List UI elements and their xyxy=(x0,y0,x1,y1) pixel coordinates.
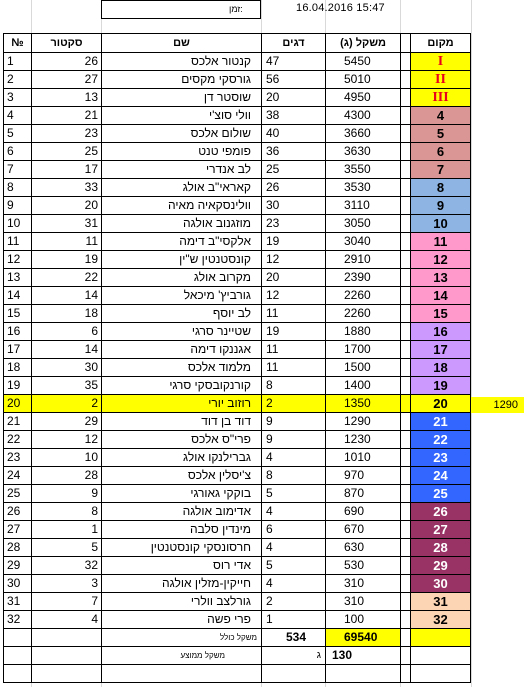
row-number: 23 xyxy=(4,449,32,467)
fish-count: 36 xyxy=(262,143,326,161)
table-row xyxy=(4,89,471,107)
row-number: 30 xyxy=(4,575,32,593)
empty-cell xyxy=(32,629,102,647)
angler-name: פרי"ס אלכס xyxy=(102,431,262,449)
total-weight: 69540 xyxy=(326,629,401,647)
table-row xyxy=(4,53,471,71)
col-name-header: שם xyxy=(102,34,262,53)
fish-count: 9 xyxy=(262,431,326,449)
table-row xyxy=(4,485,471,503)
place-cell: 10 xyxy=(411,215,471,233)
spacer-cell xyxy=(401,521,411,539)
angler-name: צ'יסלין אלכס xyxy=(102,467,262,485)
spacer-cell xyxy=(401,359,411,377)
place-cell: 27 xyxy=(411,521,471,539)
row-number: 7 xyxy=(4,161,32,179)
angler-name: חרסונסקי קונסטנטין xyxy=(102,539,262,557)
fish-count: 30 xyxy=(262,197,326,215)
row-number: 32 xyxy=(4,611,32,629)
spacer-cell xyxy=(401,143,411,161)
fish-count: 40 xyxy=(262,125,326,143)
sector-cell: 21 xyxy=(32,107,102,125)
empty-cell xyxy=(102,665,262,683)
angler-name: אדימוב אולגה xyxy=(102,503,262,521)
weight-cell: 1350 xyxy=(326,395,401,413)
sector-cell: 26 xyxy=(32,53,102,71)
fish-count: 26 xyxy=(262,179,326,197)
empty-cell xyxy=(262,665,326,683)
spacer-cell xyxy=(401,34,411,53)
table-row xyxy=(4,557,471,575)
angler-name: קורנקובסקי סרגי xyxy=(102,377,262,395)
table-row xyxy=(4,413,471,431)
row-number: 14 xyxy=(4,287,32,305)
angler-name: חייקין-מזלין אולגה xyxy=(102,575,262,593)
sector-cell: 4 xyxy=(32,611,102,629)
row-number: 1 xyxy=(4,53,32,71)
col-score-header: סקטור xyxy=(32,34,102,53)
row-number: 5 xyxy=(4,125,32,143)
sector-cell: 14 xyxy=(32,287,102,305)
weight-cell: 970 xyxy=(326,467,401,485)
sector-cell: 32 xyxy=(32,557,102,575)
row-number: 20 xyxy=(4,395,32,413)
average-unit: ג xyxy=(262,647,326,665)
weight-cell: 5010 xyxy=(326,71,401,89)
row-number: 25 xyxy=(4,485,32,503)
weight-cell: 3040 xyxy=(326,233,401,251)
fish-count: 5 xyxy=(262,485,326,503)
spacer-cell xyxy=(401,197,411,215)
row-number: 3 xyxy=(4,89,32,107)
table-row xyxy=(4,521,471,539)
header-row xyxy=(4,34,471,53)
row-number: 15 xyxy=(4,305,32,323)
table-row xyxy=(4,71,471,89)
row-number: 18 xyxy=(4,359,32,377)
weight-cell: 3630 xyxy=(326,143,401,161)
average-label: משקל ממוצע xyxy=(102,647,262,665)
table-row xyxy=(4,611,471,629)
spacer-cell xyxy=(401,341,411,359)
angler-name: גברילנקו אולג xyxy=(102,449,262,467)
weight-cell: 1500 xyxy=(326,359,401,377)
place-cell: 7 xyxy=(411,161,471,179)
table-row xyxy=(4,449,471,467)
table-row xyxy=(4,431,471,449)
sector-cell: 12 xyxy=(32,431,102,449)
fish-count: 23 xyxy=(262,215,326,233)
angler-name: גורלצב וולרי xyxy=(102,593,262,611)
col-num-header: № xyxy=(4,34,32,53)
spacer-cell xyxy=(401,251,411,269)
spacer-cell xyxy=(401,467,411,485)
spacer-cell xyxy=(401,215,411,233)
place-cell: 12 xyxy=(411,251,471,269)
time-label: זמן: xyxy=(229,4,243,14)
weight-cell: 1880 xyxy=(326,323,401,341)
table-row xyxy=(4,125,471,143)
spacer-cell xyxy=(401,557,411,575)
sector-cell: 11 xyxy=(32,233,102,251)
fish-count: 2 xyxy=(262,395,326,413)
sector-cell: 10 xyxy=(32,449,102,467)
spacer-cell xyxy=(401,269,411,287)
place-cell: 21 xyxy=(411,413,471,431)
fish-count: 1 xyxy=(262,611,326,629)
fish-count: 8 xyxy=(262,377,326,395)
spacer-cell xyxy=(401,107,411,125)
place-cell: 24 xyxy=(411,467,471,485)
place-cell: 15 xyxy=(411,305,471,323)
table-row xyxy=(4,575,471,593)
sector-cell: 5 xyxy=(32,539,102,557)
weight-cell: 5450 xyxy=(326,53,401,71)
row-number: 17 xyxy=(4,341,32,359)
table-row xyxy=(4,593,471,611)
place-cell: II xyxy=(411,71,471,89)
weight-cell: 3050 xyxy=(326,215,401,233)
place-cell: 4 xyxy=(411,107,471,125)
spacer-cell xyxy=(401,179,411,197)
spacer-cell xyxy=(401,89,411,107)
angler-name: פומפי טנט xyxy=(102,143,262,161)
place-cell: 13 xyxy=(411,269,471,287)
sector-cell: 22 xyxy=(32,269,102,287)
place-cell: 11 xyxy=(411,233,471,251)
row-number: 27 xyxy=(4,521,32,539)
sector-cell: 2 xyxy=(32,395,102,413)
weight-cell: 3660 xyxy=(326,125,401,143)
table-row xyxy=(4,467,471,485)
table-row xyxy=(4,341,471,359)
fish-count: 20 xyxy=(262,89,326,107)
angler-name: קונסטנטין ש"ין xyxy=(102,251,262,269)
place-cell: 20 xyxy=(411,395,471,413)
place-cell: 28 xyxy=(411,539,471,557)
spacer-cell xyxy=(401,395,411,413)
sector-cell: 17 xyxy=(32,161,102,179)
place-cell: 18 xyxy=(411,359,471,377)
spacer-cell xyxy=(401,53,411,71)
row-number: 2 xyxy=(4,71,32,89)
weight-cell: 1010 xyxy=(326,449,401,467)
table-row xyxy=(4,233,471,251)
row-number: 4 xyxy=(4,107,32,125)
fish-count: 4 xyxy=(262,575,326,593)
fish-count: 19 xyxy=(262,323,326,341)
table-row xyxy=(4,161,471,179)
spacer-cell xyxy=(401,539,411,557)
row-number: 21 xyxy=(4,413,32,431)
sector-cell: 31 xyxy=(32,215,102,233)
angler-name: גורביץ' מיכאל xyxy=(102,287,262,305)
place-cell: 32 xyxy=(411,611,471,629)
row-number: 13 xyxy=(4,269,32,287)
sector-cell: 13 xyxy=(32,89,102,107)
angler-name: אדי רוס xyxy=(102,557,262,575)
angler-name: דוד בן דוד xyxy=(102,413,262,431)
sector-cell: 6 xyxy=(32,323,102,341)
spacer-cell xyxy=(401,665,411,683)
col-weight-header: משקל (ג) xyxy=(326,34,401,53)
sector-cell: 14 xyxy=(32,341,102,359)
sector-cell: 18 xyxy=(32,305,102,323)
table-row xyxy=(4,287,471,305)
timestamp: 16.04.2016 15:47 xyxy=(296,2,385,14)
place-cell: 22 xyxy=(411,431,471,449)
table-row xyxy=(4,377,471,395)
fish-count: 9 xyxy=(262,413,326,431)
fish-count: 4 xyxy=(262,539,326,557)
spacer-cell xyxy=(401,647,411,665)
spacer-cell xyxy=(401,593,411,611)
angler-name: קנטור אלכס xyxy=(102,53,262,71)
spacer-cell xyxy=(401,161,411,179)
row-number: 6 xyxy=(4,143,32,161)
total-fish: 534 xyxy=(262,629,326,647)
place-cell: 19 xyxy=(411,377,471,395)
place-cell: 31 xyxy=(411,593,471,611)
spacer-cell xyxy=(401,575,411,593)
fish-count: 19 xyxy=(262,233,326,251)
angler-name: שטיינר סרגי xyxy=(102,323,262,341)
spacer-cell xyxy=(401,305,411,323)
place-cell: 6 xyxy=(411,143,471,161)
table-row xyxy=(4,143,471,161)
spacer-cell xyxy=(401,629,411,647)
weight-cell: 310 xyxy=(326,593,401,611)
spacer-cell xyxy=(401,71,411,89)
angler-name: אלקסי"ב דימה xyxy=(102,233,262,251)
spacer-cell xyxy=(401,287,411,305)
angler-name: לב אנדרי xyxy=(102,161,262,179)
empty-cell xyxy=(411,647,471,665)
row-number: 22 xyxy=(4,431,32,449)
angler-name: מינדין סלבה xyxy=(102,521,262,539)
weight-cell: 3530 xyxy=(326,179,401,197)
total-place-cell xyxy=(411,629,471,647)
fish-count: 11 xyxy=(262,341,326,359)
place-cell: III xyxy=(411,89,471,107)
col-fish-header: דגים xyxy=(262,34,326,53)
table-row xyxy=(4,269,471,287)
spacer-cell xyxy=(401,449,411,467)
fish-count: 6 xyxy=(262,521,326,539)
place-cell: 8 xyxy=(411,179,471,197)
place-cell: 25 xyxy=(411,485,471,503)
place-cell: I xyxy=(411,53,471,71)
place-cell: 23 xyxy=(411,449,471,467)
empty-cell xyxy=(32,665,102,683)
spacer-cell xyxy=(401,413,411,431)
sector-cell: 3 xyxy=(32,575,102,593)
fish-count: 4 xyxy=(262,503,326,521)
table-row xyxy=(4,251,471,269)
place-cell: 30 xyxy=(411,575,471,593)
empty-cell xyxy=(326,665,401,683)
fish-count: 56 xyxy=(262,71,326,89)
weight-cell: 4300 xyxy=(326,107,401,125)
row-number: 31 xyxy=(4,593,32,611)
empty-cell xyxy=(4,665,32,683)
fish-count: 20 xyxy=(262,269,326,287)
weight-cell: 2390 xyxy=(326,269,401,287)
weight-cell: 2260 xyxy=(326,305,401,323)
average-weight: 130 xyxy=(326,647,401,665)
sector-cell: 25 xyxy=(32,143,102,161)
spacer-cell xyxy=(401,125,411,143)
row-number: 26 xyxy=(4,503,32,521)
empty-cell xyxy=(411,665,471,683)
row-number: 28 xyxy=(4,539,32,557)
col-place-header: מקום xyxy=(411,34,471,53)
fish-count: 4 xyxy=(262,449,326,467)
angler-name: וולי סוצ'י xyxy=(102,107,262,125)
fish-count: 8 xyxy=(262,467,326,485)
row-number: 9 xyxy=(4,197,32,215)
totals-row xyxy=(4,629,471,647)
weight-cell: 3110 xyxy=(326,197,401,215)
angler-name: וולינסקאיה מאיה xyxy=(102,197,262,215)
angler-name: לב יוסף xyxy=(102,305,262,323)
place-cell: 5 xyxy=(411,125,471,143)
sector-cell: 23 xyxy=(32,125,102,143)
place-cell: 16 xyxy=(411,323,471,341)
angler-name: רוזוב יורי xyxy=(102,395,262,413)
spacer-cell xyxy=(401,323,411,341)
sector-cell: 8 xyxy=(32,503,102,521)
sector-cell: 35 xyxy=(32,377,102,395)
weight-cell: 310 xyxy=(326,575,401,593)
table-row xyxy=(4,197,471,215)
fish-count: 25 xyxy=(262,161,326,179)
total-weight-label: משקל כולל xyxy=(102,629,262,647)
sector-cell: 20 xyxy=(32,197,102,215)
angler-name: מקרוב אולג xyxy=(102,269,262,287)
angler-name: אגננקו דימה xyxy=(102,341,262,359)
sector-cell: 29 xyxy=(32,413,102,431)
row-number: 24 xyxy=(4,467,32,485)
average-row xyxy=(4,647,471,665)
place-cell: 29 xyxy=(411,557,471,575)
sector-cell: 27 xyxy=(32,71,102,89)
table-row xyxy=(4,503,471,521)
weight-cell: 2260 xyxy=(326,287,401,305)
weight-cell: 1230 xyxy=(326,431,401,449)
spacer-cell xyxy=(401,503,411,521)
place-cell: 14 xyxy=(411,287,471,305)
sector-cell: 7 xyxy=(32,593,102,611)
table-row xyxy=(4,215,471,233)
weight-cell: 630 xyxy=(326,539,401,557)
fish-count: 11 xyxy=(262,305,326,323)
sector-cell: 1 xyxy=(32,521,102,539)
fish-count: 38 xyxy=(262,107,326,125)
row-number: 16 xyxy=(4,323,32,341)
empty-cell xyxy=(4,647,32,665)
spacer-cell xyxy=(401,377,411,395)
weight-cell: 670 xyxy=(326,521,401,539)
fish-count: 5 xyxy=(262,557,326,575)
place-cell: 26 xyxy=(411,503,471,521)
sector-cell: 33 xyxy=(32,179,102,197)
sector-cell: 19 xyxy=(32,251,102,269)
place-cell: 9 xyxy=(411,197,471,215)
angler-name: גורסקי מקסים xyxy=(102,71,262,89)
weight-cell: 1700 xyxy=(326,341,401,359)
angler-name: מוזגנוב אולגה xyxy=(102,215,262,233)
results-table xyxy=(3,33,471,683)
row-number: 8 xyxy=(4,179,32,197)
fish-count: 12 xyxy=(262,251,326,269)
weight-cell: 100 xyxy=(326,611,401,629)
fish-count: 47 xyxy=(262,53,326,71)
empty-cell xyxy=(4,629,32,647)
sector-cell: 9 xyxy=(32,485,102,503)
weight-cell: 3550 xyxy=(326,161,401,179)
fish-count: 11 xyxy=(262,359,326,377)
table-row xyxy=(4,323,471,341)
table-row xyxy=(4,107,471,125)
sector-cell: 28 xyxy=(32,467,102,485)
spacer-cell xyxy=(401,233,411,251)
weight-cell: 1400 xyxy=(326,377,401,395)
angler-name: שולום אלכס xyxy=(102,125,262,143)
weight-cell: 4950 xyxy=(326,89,401,107)
table-row xyxy=(4,395,471,413)
table-row xyxy=(4,179,471,197)
empty-cell xyxy=(32,647,102,665)
weight-cell: 1290 xyxy=(326,413,401,431)
table-row xyxy=(4,359,471,377)
row-number: 12 xyxy=(4,251,32,269)
table-row xyxy=(4,305,471,323)
fish-count: 2 xyxy=(262,593,326,611)
spacer-cell xyxy=(401,611,411,629)
side-value-cell: 1290 xyxy=(471,397,524,413)
blank-row xyxy=(4,665,471,683)
sector-cell: 30 xyxy=(32,359,102,377)
row-number: 29 xyxy=(4,557,32,575)
angler-name: פרי פשה xyxy=(102,611,262,629)
fish-count: 12 xyxy=(262,287,326,305)
angler-name: שוסטר דן xyxy=(102,89,262,107)
weight-cell: 530 xyxy=(326,557,401,575)
row-number: 11 xyxy=(4,233,32,251)
row-number: 19 xyxy=(4,377,32,395)
place-cell: 17 xyxy=(411,341,471,359)
row-number: 10 xyxy=(4,215,32,233)
angler-name: מלמוד אלכס xyxy=(102,359,262,377)
grid-line xyxy=(471,0,472,687)
weight-cell: 2910 xyxy=(326,251,401,269)
table-row xyxy=(4,539,471,557)
weight-cell: 870 xyxy=(326,485,401,503)
angler-name: בוקקי גאורגי xyxy=(102,485,262,503)
weight-cell: 690 xyxy=(326,503,401,521)
spacer-cell xyxy=(401,431,411,449)
spacer-cell xyxy=(401,485,411,503)
angler-name: קאראי"ב אולג xyxy=(102,179,262,197)
